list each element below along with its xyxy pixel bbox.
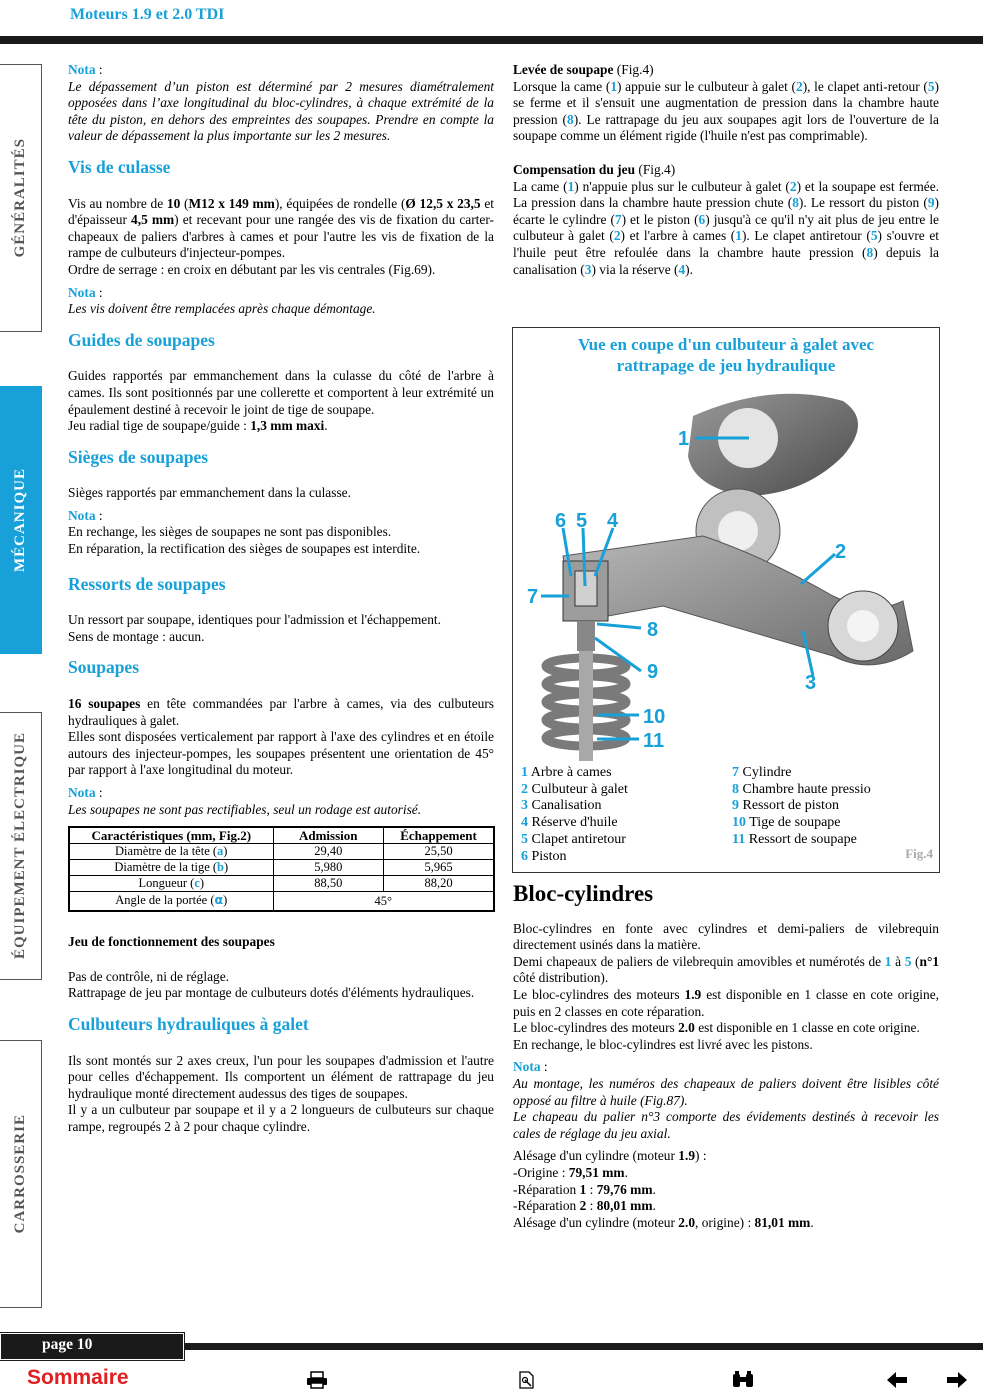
callout-5: 5 [576,510,588,532]
tab-label: CARROSSERIE [12,1114,28,1234]
section-title-sieges: Sièges de soupapes [68,446,209,467]
culbuteurs-text: Ils sont montés sur 2 axes creux, l'un pour les soupapes d'admission et l'autre pour celles d'échappement. Ils comportent un élément de rattrapage du jeu hydraulique monté directement audessus des tiges de soupapes. [68,1052,494,1101]
rocker-arm-illustration [513,386,938,766]
legend-item: 2 Culbuteur à galet [521,781,628,797]
guides-jeu: Jeu radial tige de soupape/guide : 1,3 mm maxi. [68,418,328,434]
tab-generalites[interactable] [0,64,42,332]
section-title-culbuteurs: Culbuteurs hydrauliques à galet [68,1013,309,1034]
table-cell: 5,980 [273,860,384,876]
figure-title: Vue en coupe d'un culbuteur à galet avec rattrapage de jeu hydraulique [577,335,875,375]
callout-1: 1 [678,428,690,450]
nota-heading: Nota : [68,284,103,300]
legend-item: 9 Ressort de piston [732,798,839,814]
sommaire-link[interactable]: Sommaire [27,1366,129,1389]
section-title-guides: Guides de soupapes [68,329,215,350]
bloc-text: Le bloc-cylindres des moteurs 1.9 est disponible en 1 classe en cote origine, puis en 2 classes en cote réparation. [513,986,939,1019]
legend-item: 5 Clapet antiretour [521,831,626,847]
figure-label: Fig.4 [905,846,933,861]
callout-7: 7 [527,586,539,608]
table-row [69,876,494,892]
section-title-soupapes: Soupapes [68,657,140,678]
callout-6: 6 [555,510,567,532]
alesage-line: -Réparation 1 : 79,76 mm. [513,1181,656,1197]
figure-legend-left [521,765,628,865]
arrow-left-icon[interactable] [886,1370,908,1394]
nota-text: Au montage, les numéros des chapeaux de paliers doivent être lisibles côté opposé au filtre à huile (Fig.87). [513,1075,939,1108]
tab-mecanique[interactable] [0,386,42,654]
bloc-section [513,882,939,1231]
callout-2: 2 [835,541,847,563]
callout-4: 4 [607,510,619,532]
table-cell: Longueur (c) [69,876,273,892]
table-header: Échappement [384,827,495,844]
legend-item: 4 Réserve d'huile [521,815,618,831]
table-cell: Angle de la portée (α) [69,892,273,912]
nota-heading: Nota : [68,507,103,523]
table-cell: 29,40 [273,844,384,860]
nota-heading: Nota : [68,785,103,800]
legend-item: 11 Ressort de soupape [732,831,857,847]
soupapes-text: 16 soupapes en tête commandées par l'arbre à cames, via des culbuteurs hydrauliques à galet. [68,696,494,728]
jeu-title: Jeu de fonctionnement des soupapes [68,934,275,950]
alesage-line: Alésage d'un cylindre (moteur 2.0, origine) : 81,01 mm. [513,1214,814,1230]
section-title-ressorts: Ressorts de soupapes [68,573,226,594]
nota-text: Le chapeau du palier n°3 comporte des évidements destinés à recevoir les cales de réglage du jeu axial. [513,1109,939,1141]
callout-8: 8 [647,619,659,641]
guides-text: Guides rapportés par emmanchement dans la culasse du côté de l'arbre à cames. Ils sont positionnés par une collerette et comportent à leur extrémité un épaulement destiné à recevoir le joint de tige de soupape. [68,368,494,417]
printer-icon[interactable] [306,1370,328,1394]
rocker-pivot-center [847,610,879,642]
tab-label: MÉCANIQUE [12,467,28,572]
header-bar [0,36,983,44]
section-title-vis-culasse: Vis de culasse [68,156,171,177]
bloc-text: Le bloc-cylindres des moteurs 2.0 est disponible en 1 classe en cote origine. [513,1020,920,1036]
table-header-row [69,827,494,844]
tab-carrosserie[interactable] [0,1040,42,1308]
section-title-bloc: Bloc-cylindres [513,881,654,906]
bloc-text: En rechange, le bloc-cylindres est livré avec les pistons. [513,1036,813,1052]
nota-text: Les soupapes ne sont pas rectifiables, seul un rodage est autorisé. [68,801,422,817]
soupapes-text-2: Elles sont disposées verticalement par rapport à l'axe des cylindres et en étoile autours des injecteur-pompes, les soupapes présentent une orientation de 45° par rapport à l'axe longitudinal du moteur. [68,729,494,778]
nota-heading: Nota : [68,62,103,77]
page-header-title: Moteurs 1.9 et 2.0 TDI [70,6,225,23]
document-icon[interactable] [519,1370,535,1394]
compensation-text: La came (1) n'appuie plus sur le culbuteur à galet (2) et la soupape est fermée. La pression dans la chambre haute pression chute (8). Le ressort du piston (9) écarte le cylindre (7) et le piston (6) jusqu'à ce qu'il n'y ait plus de jeu entre le culbuteur à galet (2) et l'arbre à cames (1). Le clapet antiretour (5) s'ouvre et l'huile peut être refoulée dans la chambre haute pression (8) depuis la canalisation (3) via la réserve (4). [513,178,940,277]
legend-item: 1 Arbre à cames [521,765,612,780]
nota-heading: Nota : [513,1059,548,1075]
table-cell: Diamètre de la tige (b) [69,860,273,876]
callout-11: 11 [643,730,665,752]
nota-text: En réparation, la rectification des sièges de soupapes est interdite. [68,541,421,557]
legend-item: 7 Cylindre [732,765,792,780]
legend-item: 10 Tige de soupape [732,815,841,831]
alesage-line: -Origine : 79,51 mm. [513,1164,628,1180]
jeu-text: Pas de contrôle, ni de réglage. [68,968,230,984]
tab-label: GÉNÉRALITÉS [12,138,28,258]
legend-item: 6 Piston [521,848,567,864]
legend-item: 3 Canalisation [521,798,602,814]
table-header: Caractéristiques (mm, Fig.2) [69,827,273,844]
table-header: Admission [273,827,384,844]
valve-stem-lower [579,651,593,761]
bloc-text: Demi chapeaux de paliers de vilebrequin amovibles et numérotés de 1 à 5 (n°1 côté distribution). [513,953,940,986]
callout-3: 3 [805,672,817,694]
nota-text: Le dépassement d’un piston est déterminé par 2 mesures diamétralement opposées dans l’axe longitudinal du bloc-cylindres, à chaque extrémité de la tête du piston, en dehors des empreintes des soupapes. Prendre en compte la valeur de dépassement la plus importante sur les 2 mesures. [68,78,494,144]
valve-specs-table [68,826,495,912]
page-number: page 10 [42,1336,93,1353]
ressorts-text: Un ressort par soupape, identiques pour l'admission et l'échappement. [68,612,441,628]
levee-text: Lorsque la came (1) appuie sur le culbuteur à galet (2), le clapet anti-retour (5) se ferme et il s'ensuit une augmentation de pression dans la chambre haute pression (8). Le rattrapage du jeu aux soupapes agit lors de l'ouverture de la soupape comme un élément rigide (l'huile n'est pas comprimable). [513,78,940,144]
ressorts-sens: Sens de montage : aucun. [68,628,205,644]
table-cell: 88,20 [384,876,495,892]
bloc-text: Bloc-cylindres en fonte avec cylindres et demi-paliers de vilebrequin directement usinés dans la matière. [513,920,939,953]
nota-text: Les vis doivent être remplacées après chaque démontage. [68,301,376,317]
vis-culasse-text: Vis au nombre de 10 (M12 x 149 mm), équipées de rondelle (Ø 12,5 x 23,5 et d'épaisseur 4,5 mm) et recevant pour une rangée des vis de fixation du carter-chapeaux de paliers d'arbres à cames et pour l'autre les vis de fixation de la rampe de culbuteurs d'injecteur-pompes. [68,195,494,261]
nota-text: En rechange, les sièges de soupapes ne sont pas disponibles. [68,524,392,540]
alesage-line: Alésage d'un cylindre (moteur 1.9) : [513,1148,707,1164]
binoculars-icon[interactable] [731,1370,755,1394]
table-cell: 25,50 [384,844,495,860]
callout-10: 10 [643,706,666,728]
vis-culasse-order: Ordre de serrage : en croix en débutant par les vis centrales (Fig.69). [68,261,436,277]
callout-9: 9 [647,661,659,683]
alesage-line: -Réparation 2 : 80,01 mm. [513,1198,656,1214]
tab-label: ÉQUIPEMENT ÉLECTRIQUE [12,732,28,960]
levee-title: Levée de soupape (Fig.4) [513,62,654,77]
compensation-title: Compensation du jeu (Fig.4) [513,161,676,177]
table-cell: 88,50 [273,876,384,892]
legend-item: 8 Chambre haute pressio [732,781,871,797]
valve-stem [577,621,595,651]
table-row [69,844,494,860]
figure-4 [512,327,940,873]
table-cell: Diamètre de la tête (a) [69,844,273,860]
right-column [513,62,939,278]
sieges-text: Sièges rapportés par emmanchement dans la culasse. [68,485,351,501]
jeu-text: Rattrapage de jeu par montage de culbuteurs dotés d'éléments hydrauliques. [68,985,475,1001]
table-row [69,892,494,912]
figure-legend-right [732,765,871,849]
table-cell: 45° [273,892,494,912]
table-cell: 5,965 [384,860,495,876]
culbuteurs-text-2: Il y a un culbuteur par soupape et il y a 2 longueurs de culbuteurs sur chaque rampe, regroupés 2 à 2 pour chaque cylindre. [68,1102,494,1134]
tab-equipement-electrique[interactable] [0,712,42,980]
arrow-right-icon[interactable] [946,1370,968,1394]
left-column [68,62,494,1136]
table-row [69,860,494,876]
